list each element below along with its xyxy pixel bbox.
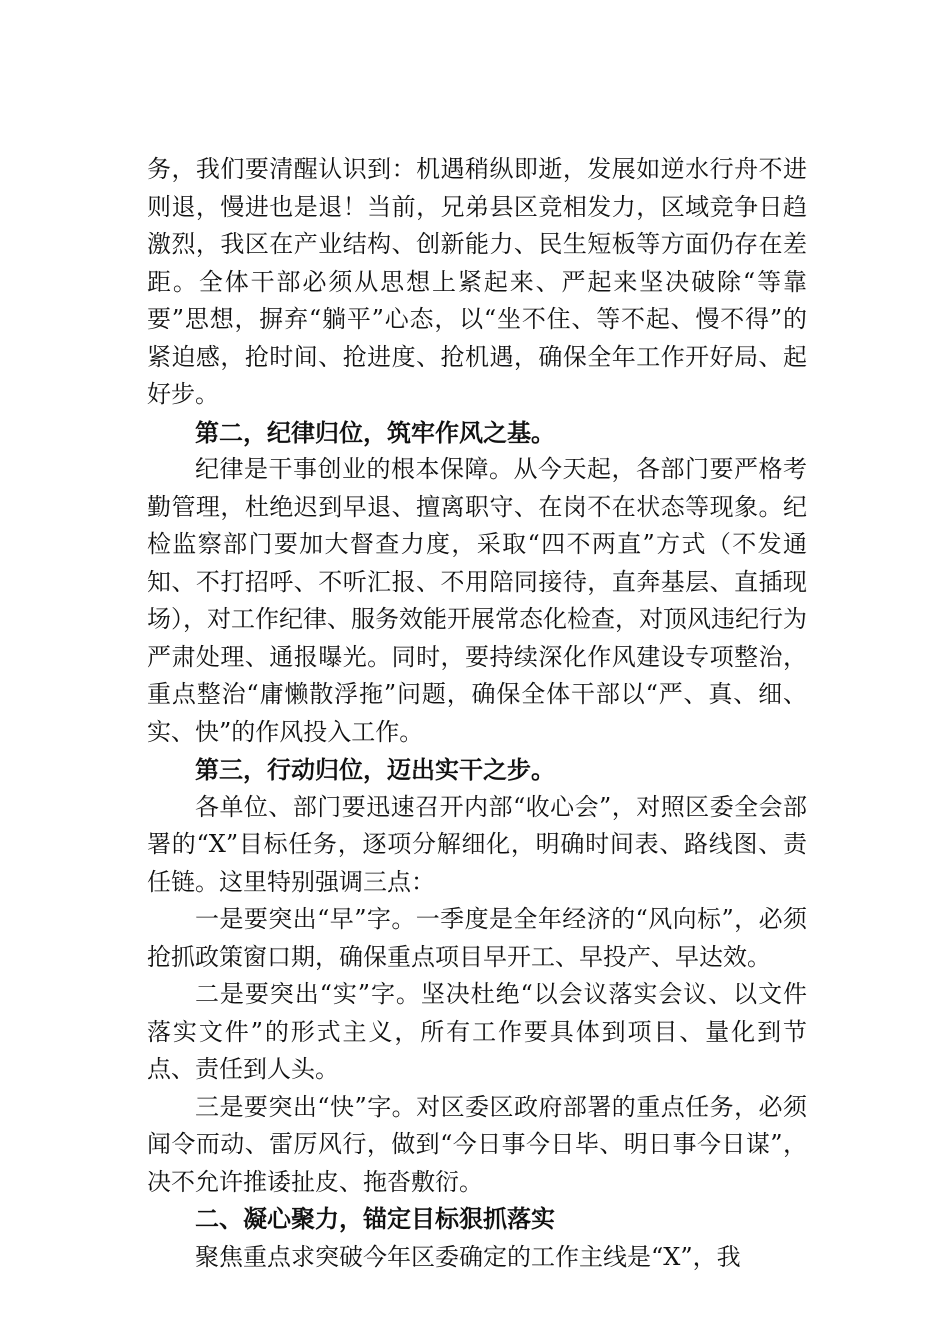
body-paragraph: 纪律是干事创业的根本保障。从今天起，各部门要严格考勤管理，杜绝迟到早退、擅离职守、在岗不在状态等现象。纪检监察部门要加大督查力度，采取“四不两直”方式（不发通知、不打招呼、不听汇报、不用陪同接待，直奔基层、直插现场），对工作纪律、服务效能开展常态化检查，对顶风违纪行为严肃处理、通报曝光。同时，要持续深化作风建设专项整治，重点整治“庸懒散浮拖”问题，确保全体干部以“严、真、细、实、快”的作风投入工作。 xyxy=(147,455,807,746)
subheading-discipline: 第二，纪律归位，筑牢作风之基。 xyxy=(195,417,555,447)
body-paragraph: 务，我们要清醒认识到：机遇稍纵即逝，发展如逆水行舟不进则退，慢进也是退！当前，兄弟县区竞相发力，区域竞争日趋激烈，我区在产业结构、创新能力、民生短板等方面仍存在差距。全体干部必须从思想上紧起来、严起来坚决破除“等靠要”思想，摒弃“躺平”心态，以“坐不住、等不起、慢不得”的紧迫感，抢时间、抢进度、抢机遇，确保全年工作开好局、起好步。 xyxy=(147,155,807,408)
body-paragraph-point-real: 二是要突出“实”字。坚决杜绝“以会议落实会议、以文件落实文件”的形式主义，所有工作要具体到项目、量化到节点、责任到人头。 xyxy=(147,980,807,1083)
body-paragraph: 各单位、部门要迅速召开内部“收心会”，对照区委全会部署的“X”目标任务，逐项分解细化，明确时间表、路线图、责任链。这里特别强调三点： xyxy=(147,792,807,896)
body-paragraph-point-early: 一是要突出“早”字。一季度是全年经济的“风向标”，必须抢抓政策窗口期，确保重点项目早开工、早投产、早达效。 xyxy=(147,905,807,971)
body-paragraph-point-fast: 三是要突出“快”字。对区委区政府部署的重点任务，必须闻令而动、雷厉风行，做到“今日事今日毕、明日事今日谋”，决不允许推诿扯皮、拖沓敷衍。 xyxy=(147,1092,807,1196)
section-heading: 二、凝心聚力，锚定目标狠抓落实 xyxy=(195,1205,555,1233)
subheading-action: 第三，行动归位，迈出实干之步。 xyxy=(195,755,555,784)
body-paragraph: 聚焦重点求突破今年区委确定的工作主线是“X”，我 xyxy=(195,1242,741,1271)
document-body xyxy=(147,151,807,1276)
